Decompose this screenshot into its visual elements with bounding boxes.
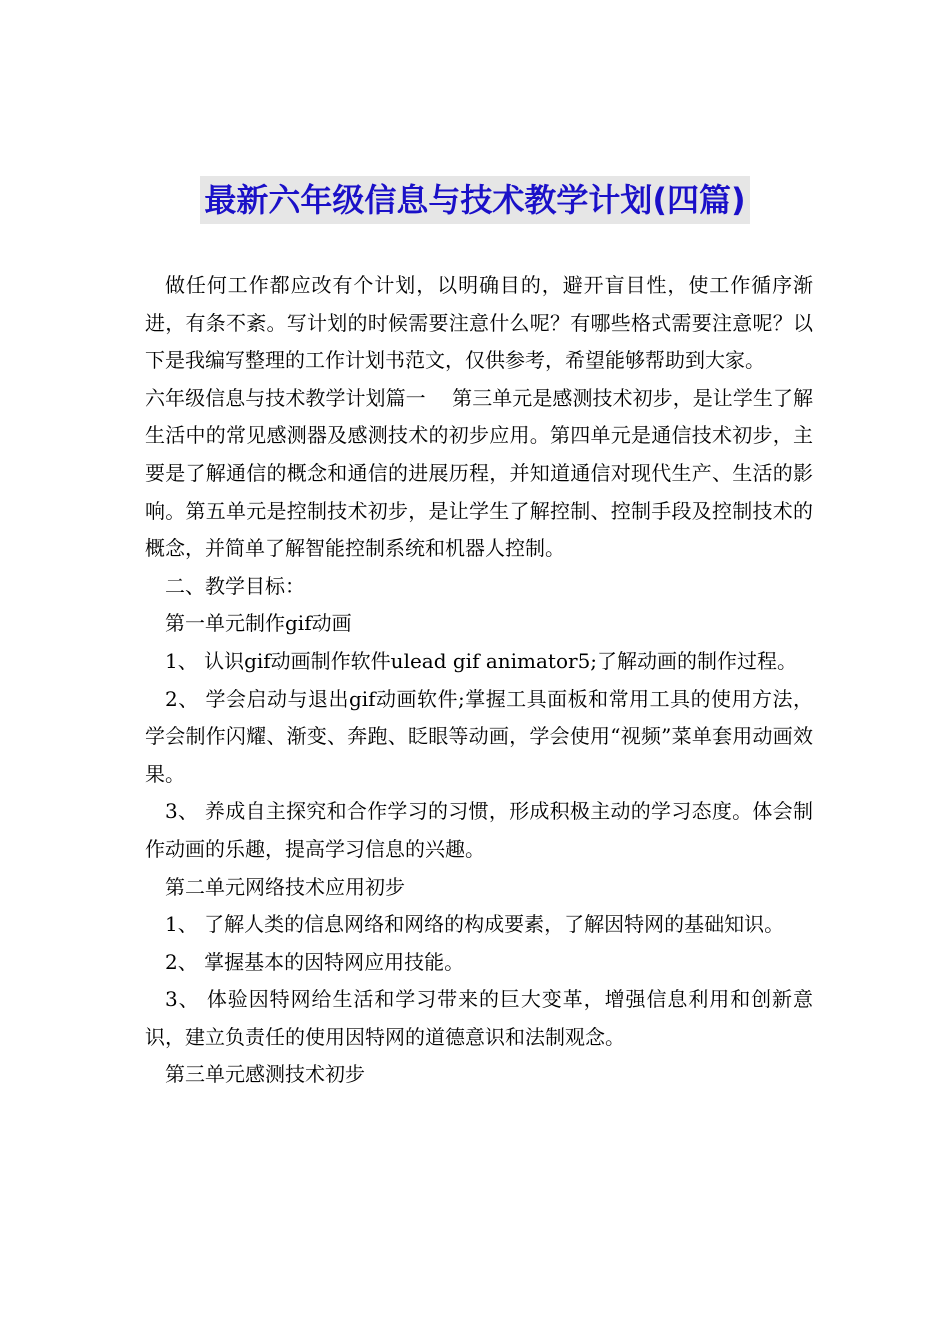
unit-three-heading: 第三单元感测技术初步 (165, 1062, 365, 1087)
intro-paragraph: 做任何工作都应改有个计划，以明确目的，避开盲目性，使工作循序渐进，有条不紊。写计划的时候需要注意什么呢？有哪些格式需要注意呢？以下是我编写整理的工作计划书范文，仅供参考，希望能够帮助到大家。 (145, 273, 813, 373)
document-body (145, 267, 813, 1094)
section-one-paragraph: 六年级信息与技术教学计划篇一 第三单元是感测技术初步，是让学生了解生活中的常见感测器及感测技术的初步应用。第四单元是通信技术初步，主要是了解通信的概念和通信的进展历程，并知道通信对现代生产、生活的影响。第五单元是控制技术初步，是让学生了解控制、控制手段及控制技术的概念，并简单了解智能控制系统和机器人控制。 (145, 385, 813, 561)
teaching-goals-heading: 二、教学目标： (165, 573, 305, 598)
unit-two-item-1: 1、 了解人类的信息网络和网络的构成要素，了解因特网的基础知识。 (165, 912, 785, 937)
unit-one-item-2: 2、 学会启动与退出gif动画软件;掌握工具面板和常用工具的使用方法，学会制作闪耀、渐变、奔跑、眨眼等动画，学会使用“视频”菜单套用动画效果。 (145, 686, 813, 786)
title-container (0, 176, 950, 224)
unit-one-item-1: 1、 认识gif动画制作软件ulead gif animator5;了解动画的制作过程。 (165, 648, 798, 673)
unit-one-heading: 第一单元制作gif动画 (165, 611, 352, 636)
unit-one-item-3: 3、 养成自主探究和合作学习的习惯，形成积极主动的学习态度。体会制作动画的乐趣，提高学习信息的兴趣。 (145, 799, 813, 861)
unit-two-item-2: 2、 掌握基本的因特网应用技能。 (165, 949, 465, 974)
unit-two-heading: 第二单元网络技术应用初步 (165, 874, 405, 899)
document-title: 最新六年级信息与技术教学计划(四篇) (200, 176, 749, 224)
unit-two-item-3: 3、 体验因特网给生活和学习带来的巨大变革，增强信息利用和创新意识，建立负责任的使用因特网的道德意识和法制观念。 (145, 987, 813, 1049)
